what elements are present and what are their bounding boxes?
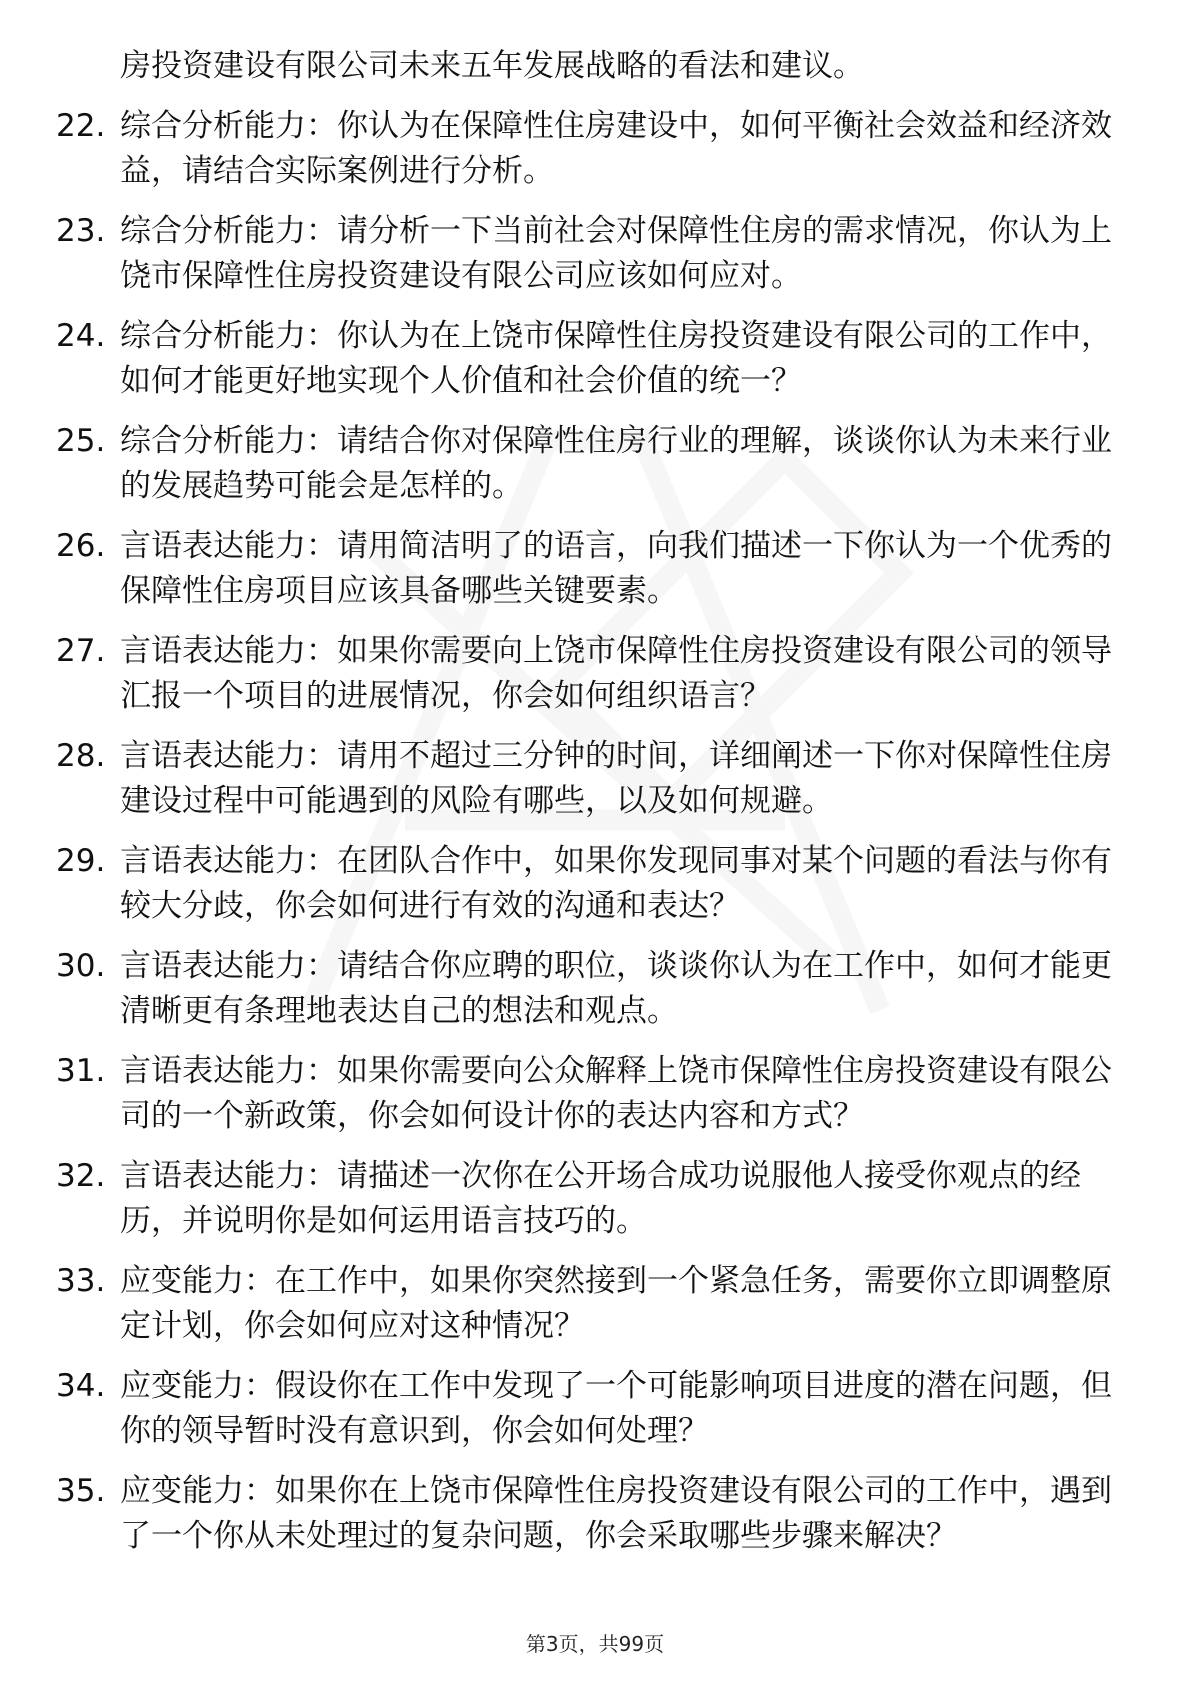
item-number: 35. — [56, 1473, 106, 1509]
item-number: 24. — [56, 318, 106, 354]
item-number: 33. — [56, 1263, 106, 1299]
list-item — [56, 839, 1116, 929]
item-number: 32. — [56, 1158, 106, 1194]
item-number: 34. — [56, 1368, 106, 1404]
item-number: 31. — [56, 1053, 106, 1089]
list-item — [56, 314, 1116, 404]
item-number: 26. — [56, 528, 106, 564]
item-text: 言语表达能力：请用不超过三分钟的时间，详细阐述一下你对保障性住房建设过程中可能遇到的风险有哪些，以及如何规避。 — [120, 738, 1112, 819]
list-item — [56, 734, 1116, 824]
page-footer: 第3页，共99页 — [525, 1632, 665, 1656]
list-item — [56, 1469, 1116, 1559]
item-text: 言语表达能力：请用简洁明了的语言，向我们描述一下你认为一个优秀的保障性住房项目应该具备哪些关键要素。 — [120, 528, 1112, 609]
list-item — [56, 524, 1116, 614]
item-number: 22. — [56, 108, 106, 144]
item-text: 综合分析能力：你认为在保障性住房建设中，如何平衡社会效益和经济效益，请结合实际案例进行分析。 — [120, 108, 1112, 189]
question-list — [56, 44, 1116, 1574]
item-text: 综合分析能力：请分析一下当前社会对保障性住房的需求情况，你认为上饶市保障性住房投资建设有限公司应该如何应对。 — [120, 213, 1112, 294]
item-number: 27. — [56, 633, 106, 669]
item-number: 29. — [56, 843, 106, 879]
item-text: 言语表达能力：在团队合作中，如果你发现同事对某个问题的看法与你有较大分歧，你会如何进行有效的沟通和表达？ — [120, 843, 1112, 924]
item-text: 应变能力：如果你在上饶市保障性住房投资建设有限公司的工作中，遇到了一个你从未处理过的复杂问题，你会采取哪些步骤来解决？ — [120, 1473, 1112, 1554]
item-text: 言语表达能力：如果你需要向上饶市保障性住房投资建设有限公司的领导汇报一个项目的进展情况，你会如何组织语言？ — [120, 633, 1112, 714]
item-number: 23. — [56, 213, 106, 249]
item-number: 28. — [56, 738, 106, 774]
list-item — [56, 944, 1116, 1034]
item-text: 言语表达能力：如果你需要向公众解释上饶市保障性住房投资建设有限公司的一个新政策，你会如何设计你的表达内容和方式？ — [120, 1053, 1112, 1134]
list-item — [56, 1259, 1116, 1349]
list-item — [56, 1154, 1116, 1244]
item-number: 25. — [56, 423, 106, 459]
continuation-text: 房投资建设有限公司未来五年发展战略的看法和建议。 — [120, 48, 864, 84]
list-item — [56, 419, 1116, 509]
list-item — [56, 1364, 1116, 1454]
list-item — [56, 209, 1116, 299]
item-text: 综合分析能力：你认为在上饶市保障性住房投资建设有限公司的工作中，如何才能更好地实现个人价值和社会价值的统一？ — [120, 318, 1112, 399]
item-text: 综合分析能力：请结合你对保障性住房行业的理解，谈谈你认为未来行业的发展趋势可能会是怎样的。 — [120, 423, 1112, 504]
list-item — [56, 629, 1116, 719]
list-item — [56, 1049, 1116, 1139]
list-item — [56, 104, 1116, 194]
item-text: 应变能力：假设你在工作中发现了一个可能影响项目进度的潜在问题，但你的领导暂时没有意识到，你会如何处理？ — [120, 1368, 1112, 1449]
item-number: 30. — [56, 948, 106, 984]
item-text: 言语表达能力：请结合你应聘的职位，谈谈你认为在工作中，如何才能更清晰更有条理地表达自己的想法和观点。 — [120, 948, 1112, 1029]
item-text: 应变能力：在工作中，如果你突然接到一个紧急任务，需要你立即调整原定计划，你会如何应对这种情况？ — [120, 1263, 1112, 1344]
item-text: 言语表达能力：请描述一次你在公开场合成功说服他人接受你观点的经历，并说明你是如何运用语言技巧的。 — [120, 1158, 1081, 1239]
